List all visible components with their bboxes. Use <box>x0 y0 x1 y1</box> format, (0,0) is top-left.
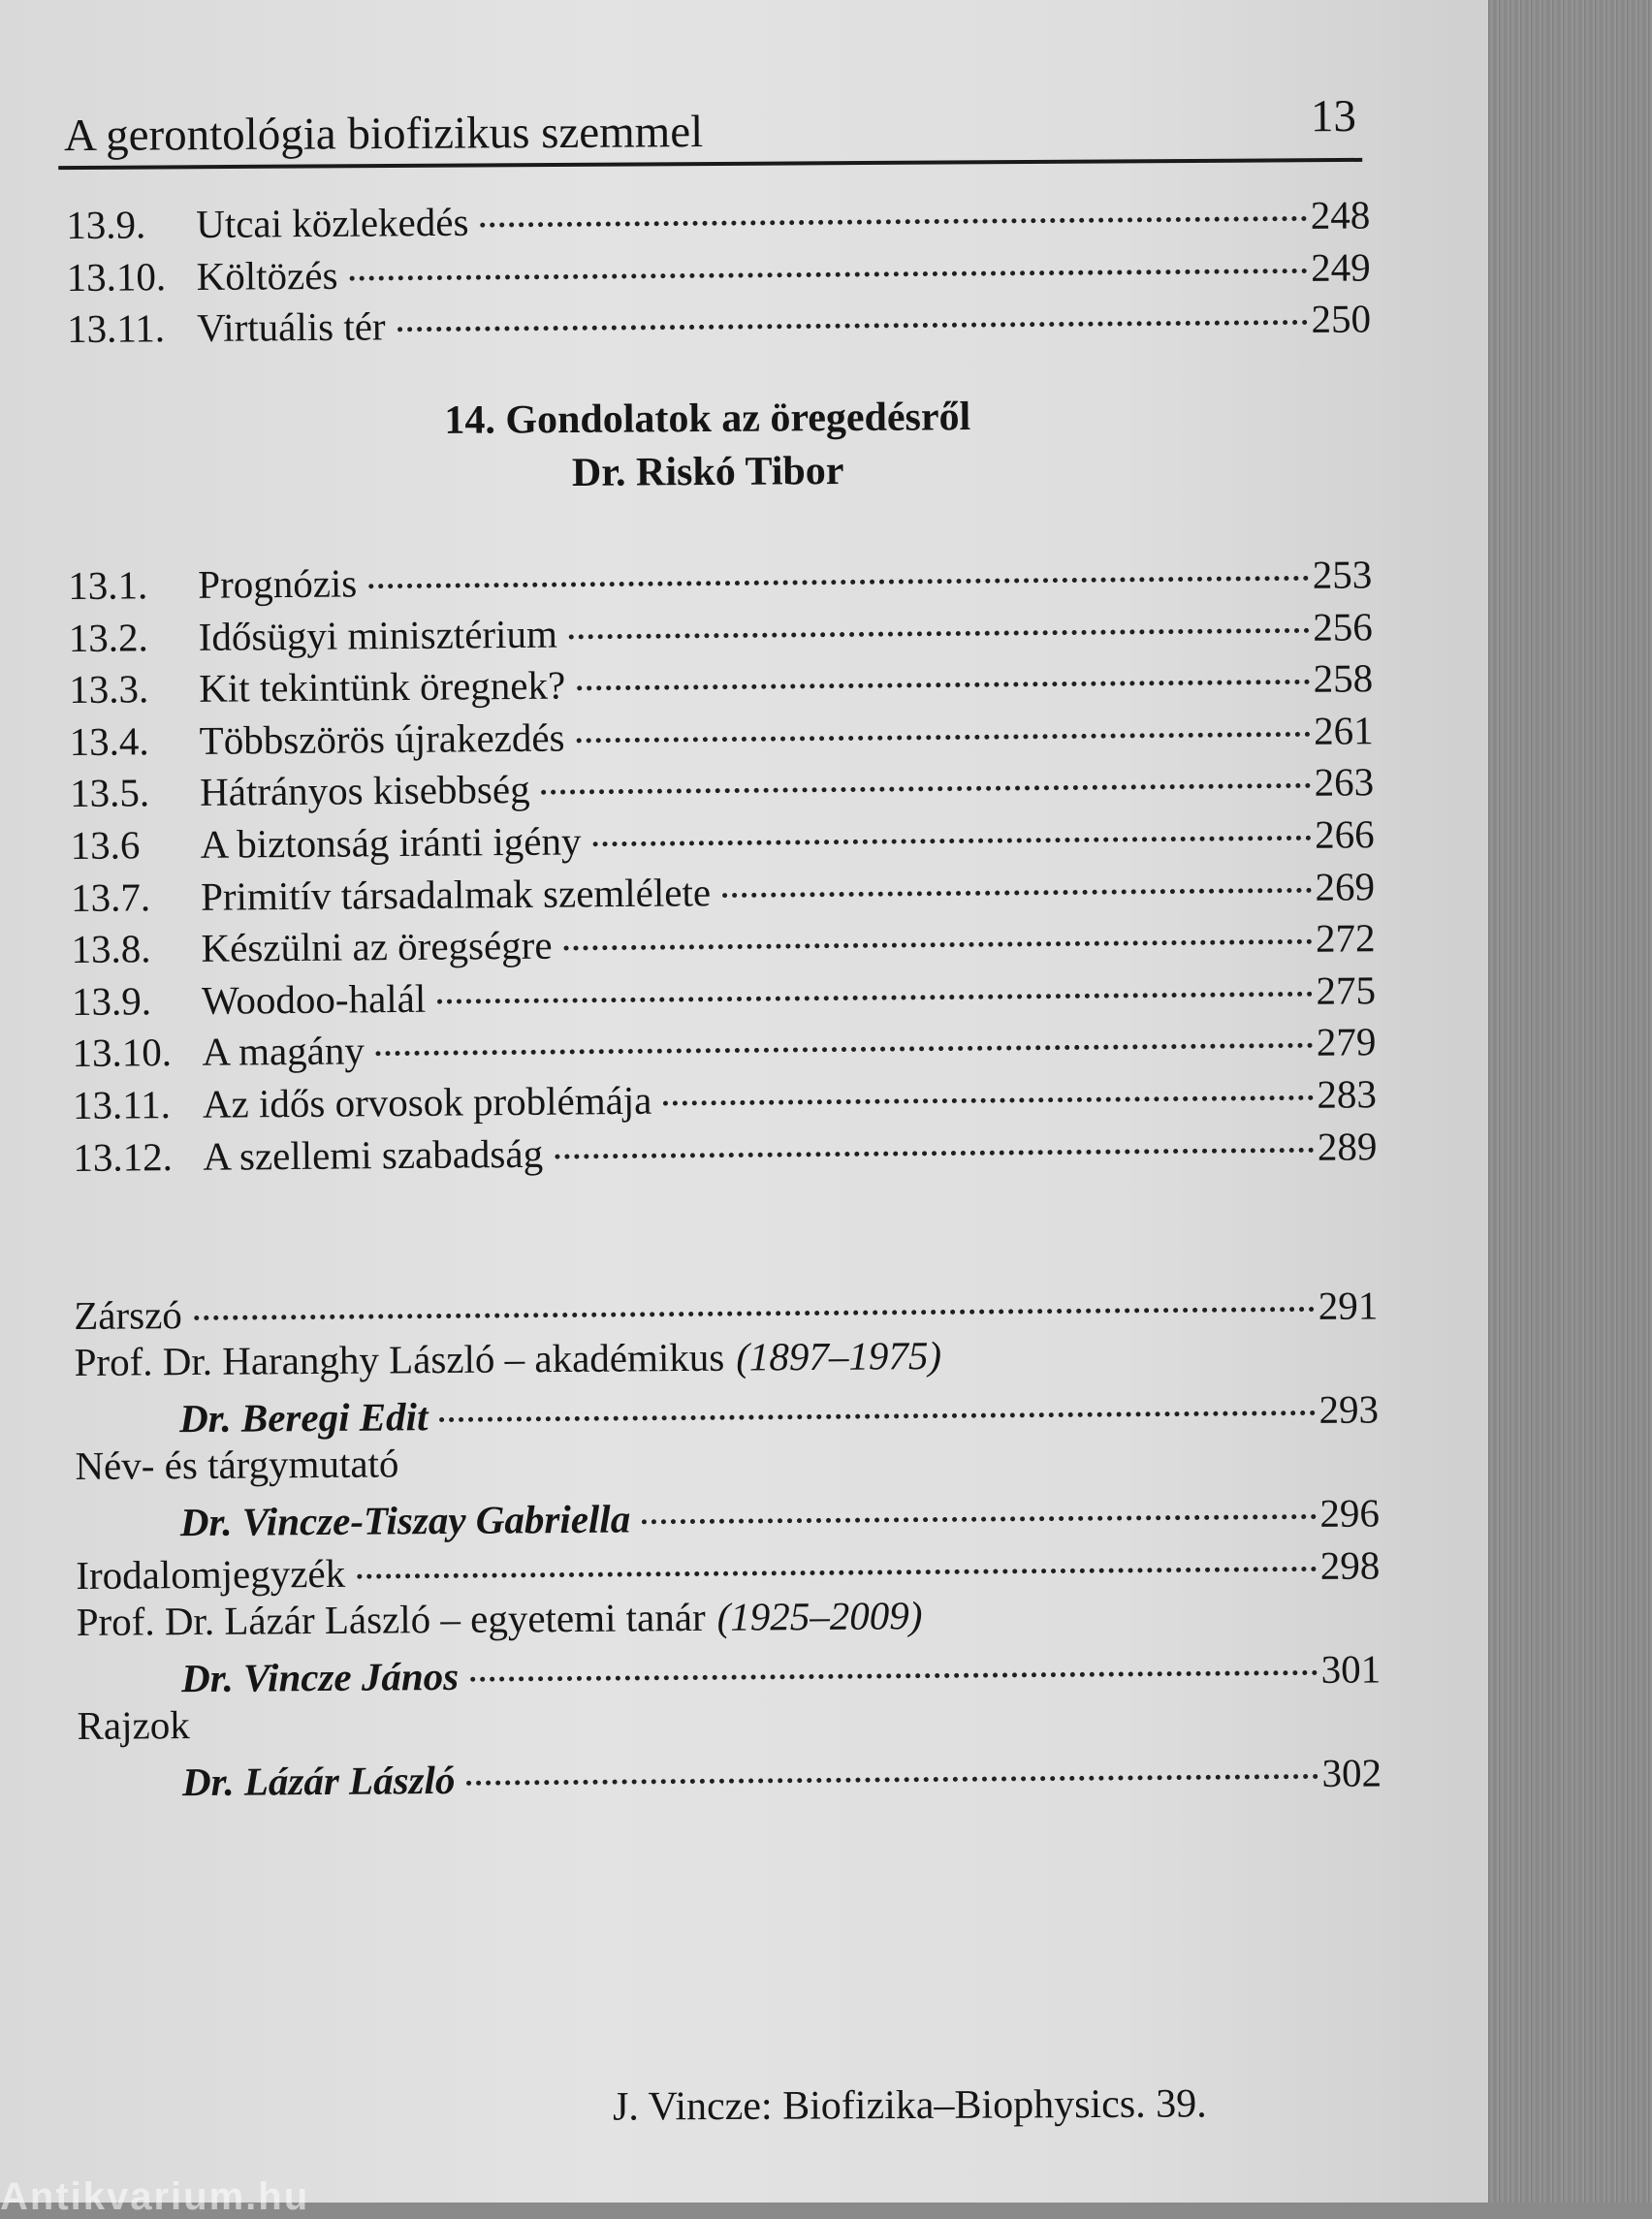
toc-entry-number: 13.3. <box>69 666 149 713</box>
leader-dots <box>349 229 1307 281</box>
toc-entry-number: 13.4. <box>69 718 149 764</box>
toc-entry-title: Idősügyi minisztérium <box>198 611 558 659</box>
leader-dots <box>642 1474 1317 1524</box>
leader-dots <box>541 744 1310 795</box>
toc-entry-page: 301 <box>1320 1646 1382 1693</box>
chapter-author: Dr. Riskó Tibor <box>571 449 844 495</box>
toc-entry-page: 250 <box>1311 296 1372 342</box>
toc-entry-page: 253 <box>1312 552 1373 597</box>
leader-dots <box>577 640 1310 691</box>
toc-entry-page: 263 <box>1314 759 1375 806</box>
toc-entry-title: A szellemi szabadság <box>203 1130 544 1179</box>
toc-entry-number: 13.8. <box>71 926 151 972</box>
toc-entry-number: 13.10. <box>72 1030 173 1076</box>
toc-entry-page: 293 <box>1318 1386 1380 1433</box>
toc-entry-title: Készülni az öregségre <box>201 922 553 970</box>
toc-entry-page: 269 <box>1315 863 1376 909</box>
toc-back-matter <box>74 1274 1382 1803</box>
leader-dots <box>397 280 1307 332</box>
toc-entry-author: Dr. Beregi Edit <box>178 1394 429 1442</box>
toc-entry-title: Prognózis <box>198 560 358 607</box>
toc-entry-title: Woodoo-halál <box>201 975 427 1023</box>
toc-entry-title: Zárszó <box>74 1292 182 1338</box>
toc-entry-title: Utcai közlekedés <box>196 199 469 246</box>
toc-entry-title: Primitív társadalmak szemlélete <box>200 869 712 919</box>
footer-series: J. Vincze: Biofizika–Biophysics. 39. <box>613 2081 1208 2130</box>
toc-entry-page: 283 <box>1317 1071 1378 1117</box>
toc-entry-title: Költözés <box>196 252 338 299</box>
toc-entry-years: (1897–1975) <box>736 1332 942 1379</box>
toc-entry-page: 256 <box>1312 603 1373 650</box>
leader-dots <box>357 1527 1317 1579</box>
toc-entry-page: 266 <box>1314 811 1375 857</box>
toc-entry-author: Dr. Vincze János <box>181 1654 460 1701</box>
toc-entry-number: 13.12. <box>73 1133 174 1180</box>
toc-entry-title: A biztonság iránti igény <box>200 818 582 867</box>
toc-entry-page: 261 <box>1313 708 1374 753</box>
toc-entry-title: Rajzok <box>77 1701 190 1748</box>
toc-entry-page: 272 <box>1315 915 1376 961</box>
toc-entry-years: (1925–2009) <box>716 1592 923 1639</box>
leader-dots <box>663 1056 1313 1106</box>
leader-dots <box>466 1734 1318 1786</box>
toc-entry-number: 13.9. <box>66 202 146 247</box>
toc-entry-page: 302 <box>1321 1750 1382 1796</box>
toc-section-continued <box>66 183 1372 352</box>
toc-entry-number: 13.6 <box>70 822 141 868</box>
leader-dots <box>193 1267 1314 1320</box>
toc-entry-number: 13.1. <box>68 562 148 608</box>
page-edge <box>1488 0 1652 2203</box>
toc-entry-page: 289 <box>1317 1123 1378 1169</box>
toc-entry-author: Dr. Lázár László <box>181 1758 456 1805</box>
toc-entry-title: Prof. Dr. Lázár László – egyetemi tanár <box>76 1594 706 1644</box>
toc-entry-title: Kit tekintünk öregnek? <box>199 662 566 712</box>
toc-entry-page: 296 <box>1319 1490 1381 1537</box>
leader-dots <box>439 1371 1316 1422</box>
leader-dots <box>563 900 1312 951</box>
toc-entry-page: 248 <box>1310 192 1371 238</box>
toc-entry-title: A magány <box>202 1028 365 1075</box>
toc-entry-lazar <box>78 1742 1382 1804</box>
toc-entry-title: Hátrányos kisebbség <box>199 767 530 815</box>
leader-dots <box>576 692 1310 744</box>
toc-entry-page: 258 <box>1313 655 1374 701</box>
toc-entry-number: 13.7. <box>70 873 151 920</box>
toc-entry-number: 13.5. <box>69 770 150 816</box>
toc-entry-page: 279 <box>1316 1019 1377 1065</box>
toc-entry-title: Név- és tárgymutató <box>75 1441 399 1488</box>
toc-entry-number: 13.10. <box>66 253 167 300</box>
toc-entry-page: 291 <box>1318 1283 1379 1328</box>
toc-entry-title: Irodalomjegyzék <box>76 1550 346 1598</box>
chapter-heading <box>194 389 1223 502</box>
toc-entry-title: Többszörös újrakezdés <box>199 714 565 763</box>
toc-entry-number: 13.11. <box>66 305 166 352</box>
leader-dots <box>555 1107 1314 1158</box>
page-number: 13 <box>1310 90 1357 143</box>
toc-entry-title: Prof. Dr. Haranghy László – akadémikus <box>74 1334 725 1384</box>
toc-entry-number: 13.11. <box>72 1082 172 1127</box>
toc-entry-title: Virtuális tér <box>196 303 386 351</box>
toc-entry-number: 13.9. <box>71 978 152 1024</box>
watermark: Antikvarium.hu <box>0 2175 310 2218</box>
leader-dots <box>722 847 1312 897</box>
leader-dots <box>368 536 1309 588</box>
leader-dots <box>470 1631 1318 1682</box>
toc-entry-title: Az idős orvosok problémája <box>202 1077 652 1126</box>
leader-dots <box>568 587 1309 639</box>
toc-entry-number: 13.2. <box>68 614 148 660</box>
running-title: A gerontológia biofizikus szemmel <box>63 107 704 162</box>
toc-entry-page: 249 <box>1310 244 1371 290</box>
leader-dots <box>376 1003 1313 1056</box>
toc-entry-page: 275 <box>1316 967 1377 1013</box>
leader-dots <box>437 952 1313 1004</box>
leader-dots <box>480 176 1307 228</box>
leader-dots <box>592 796 1311 846</box>
toc-entry-author: Dr. Vincze-Tiszay Gabriella <box>179 1496 631 1545</box>
toc-entry-page: 298 <box>1319 1542 1381 1588</box>
chapter-title: 14. Gondolatok az öregedésről <box>444 395 971 443</box>
running-head <box>58 88 1362 170</box>
toc-section-chapter-14 <box>68 543 1378 1178</box>
